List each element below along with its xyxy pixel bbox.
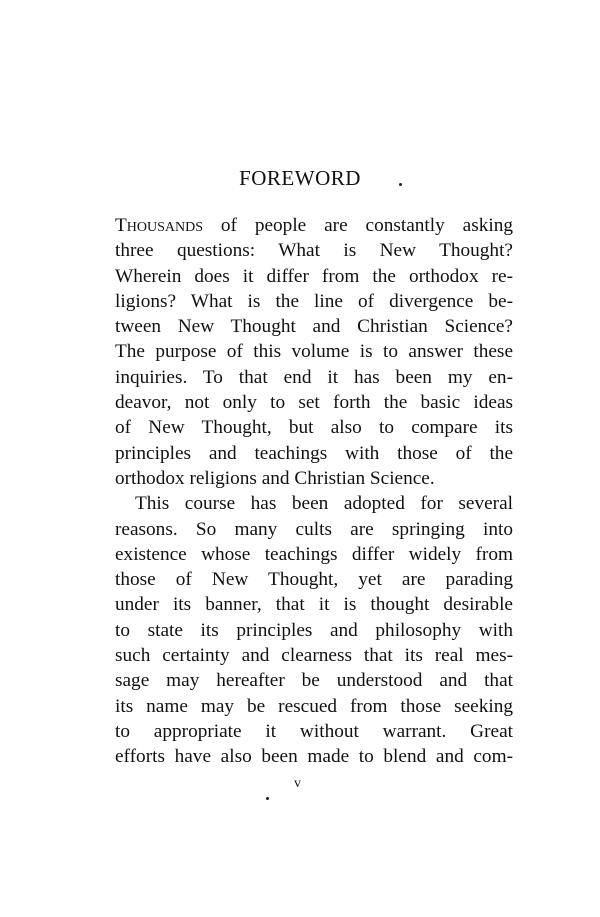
text-line	[115, 213, 513, 238]
text-line: sage may hereafter be understood and that	[115, 670, 513, 692]
text-line: to state its principles and philosophy with	[115, 619, 513, 641]
text-line: principles and teachings with those of the	[115, 442, 513, 464]
text-line: tween New Thought and Christian Science?	[115, 316, 513, 338]
text-line: those of New Thought, yet are parading	[115, 569, 513, 591]
text-line: Wherein does it differ from the orthodox re-	[115, 265, 513, 287]
drop-word: Thousands	[115, 215, 204, 236]
text-line: to appropriate it without warrant. Great	[115, 720, 513, 742]
body-text	[115, 213, 513, 770]
text-line: existence whose teachings differ widely from	[115, 543, 513, 565]
scan-speck	[266, 797, 269, 800]
text-line: reasons. So many cults are springing into	[115, 518, 513, 540]
text-line: of New Thought, but also to compare its	[115, 417, 513, 439]
scan-speck	[399, 183, 402, 186]
text-line: efforts have also been made to blend and com-	[115, 746, 513, 768]
text-line: This course has been adopted for several	[135, 493, 513, 515]
text-line: such certainty and clearness that its real mes-	[115, 645, 513, 667]
text-line: ligions? What is the line of divergence be-	[115, 290, 513, 312]
text-line: deavor, not only to set forth the basic ideas	[115, 392, 513, 414]
line-text: of people are constantly asking	[203, 215, 513, 236]
page-title: FOREWORD	[239, 166, 361, 190]
text-line: The purpose of this volume is to answer these	[115, 341, 513, 363]
text-line: three questions: What is New Thought?	[115, 240, 513, 262]
text-line: its name may be rescued from those seeking	[115, 695, 513, 717]
page-number: v	[294, 776, 301, 791]
text-line: under its banner, that it is thought desirable	[115, 594, 513, 616]
text-line: orthodox religions and Christian Science.	[115, 467, 435, 489]
text-line: inquiries. To that end it has been my en-	[115, 366, 513, 388]
